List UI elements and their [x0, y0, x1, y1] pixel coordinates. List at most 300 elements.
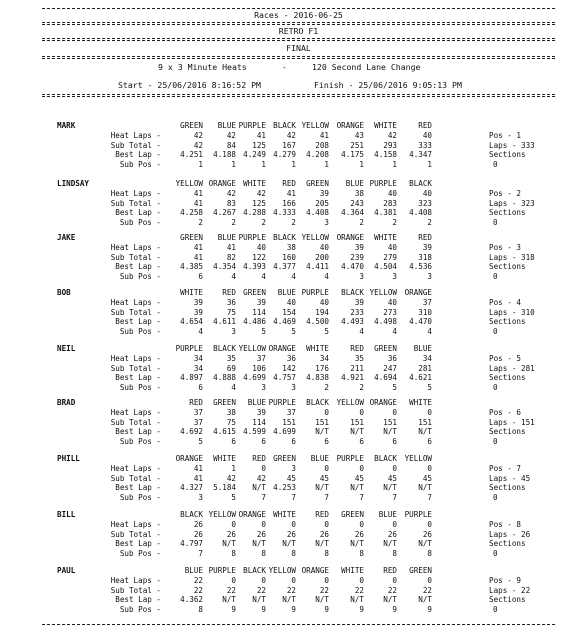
value-cell: 4.621 [409, 373, 432, 382]
value-cell: 41 [193, 198, 203, 208]
value-cell: 4.408 [409, 208, 432, 217]
lane-color-row [0, 288, 579, 298]
value-cell: 122 [252, 252, 266, 262]
value-cell: 45 [286, 473, 296, 483]
value-cell: 4.362 [180, 595, 203, 604]
value-cell: 4.158 [374, 150, 397, 159]
lane-color-cell: BLUE [217, 233, 236, 242]
value-cell: 4.498 [374, 317, 397, 326]
racer-block [0, 566, 579, 632]
value-cell: 26 [226, 529, 236, 539]
value-cell: 4.486 [243, 317, 266, 326]
value-cell: 114 [252, 307, 266, 317]
value-cell: N/T [383, 483, 397, 492]
racer-name: PAUL [57, 566, 76, 575]
row-label: Best Lap - [115, 150, 161, 159]
value-cell: N/T [383, 595, 397, 604]
start-time: Start - 25/06/2016 8:16:52 PM [118, 80, 261, 90]
lane-color-cell: BLUE [413, 344, 432, 353]
value-cell: 0 [261, 520, 266, 529]
divider [42, 38, 555, 39]
value-cell: 26 [193, 529, 203, 539]
value-cell: 8 [359, 548, 364, 558]
value-cell: 2 [198, 217, 203, 227]
racer-name: MARK [57, 121, 76, 130]
value-cell: 9 [324, 604, 329, 614]
value-cell: 4.408 [306, 208, 329, 217]
value-cell: 34 [319, 354, 329, 363]
lane-color-cell: RED [189, 398, 203, 407]
lane-color-cell: BLUE [378, 510, 397, 519]
value-cell: 42 [226, 473, 236, 483]
sections-value: 0 [493, 436, 498, 446]
value-cell: 2 [324, 382, 329, 392]
value-cell: 39 [256, 408, 266, 417]
lane-color-cell: PURPLE [369, 179, 397, 188]
row-label: Best Lap - [115, 262, 161, 271]
value-cell: 43 [354, 131, 364, 140]
row-label: Sub Total - [110, 198, 161, 208]
value-cell: N/T [315, 483, 329, 492]
lane-change-format: 120 Second Lane Change [312, 62, 421, 72]
sections-value: 0 [493, 271, 498, 281]
lane-color-cell: ORANGE [369, 398, 397, 407]
value-cell: 22 [193, 576, 203, 585]
value-cell: 151 [383, 417, 397, 427]
value-cell: 39 [422, 243, 432, 252]
value-cell: 0 [359, 520, 364, 529]
divider [42, 40, 555, 41]
lane-color-row [0, 179, 579, 189]
position-label: Pos - 9 [489, 576, 522, 585]
value-cell: 151 [418, 417, 432, 427]
value-cell: 2 [427, 217, 432, 227]
value-cell: 4.493 [341, 317, 364, 326]
value-cell: 37 [193, 417, 203, 427]
value-cell: 1 [359, 159, 364, 169]
lane-color-cell: ORANGE [238, 510, 266, 519]
value-cell: 39 [319, 189, 329, 198]
lane-color-cell: BLACK [180, 510, 203, 519]
value-cell: 4 [231, 271, 236, 281]
lane-color-cell: RED [315, 510, 329, 519]
value-cell: 3 [359, 271, 364, 281]
value-cell: 4.333 [273, 208, 296, 217]
value-cell: 0 [261, 576, 266, 585]
value-cell: 42 [193, 131, 203, 140]
lane-color-cell: YELLOW [369, 288, 397, 297]
value-cell: 4.327 [180, 483, 203, 492]
lane-color-cell: BLACK [273, 121, 296, 130]
value-cell: 26 [286, 529, 296, 539]
lane-color-row [0, 121, 579, 131]
value-cell: 41 [193, 252, 203, 262]
value-cell: 41 [193, 473, 203, 483]
value-cell: 4.364 [341, 208, 364, 217]
value-cell: 151 [350, 417, 364, 427]
value-cell: 39 [354, 243, 364, 252]
value-cell: 2 [291, 217, 296, 227]
lane-color-cell: GREEN [374, 344, 397, 353]
row-label: Best Lap - [115, 539, 161, 548]
sections-label: Sections [489, 483, 526, 492]
racer-name: BRAD [57, 398, 76, 407]
sections-value: 0 [493, 217, 498, 227]
value-cell: 8 [324, 548, 329, 558]
value-cell: 83 [226, 198, 236, 208]
lane-color-cell: ORANGE [301, 566, 329, 575]
value-cell: 0 [427, 464, 432, 473]
value-cell: 39 [193, 298, 203, 307]
row-label: Heat Laps - [110, 354, 161, 363]
value-cell: 2 [392, 217, 397, 227]
divider [42, 624, 555, 625]
lane-color-cell: WHITE [306, 344, 329, 353]
lane-color-cell: GREEN [341, 510, 364, 519]
value-cell: 5 [231, 492, 236, 502]
lane-color-cell: WHITE [213, 454, 236, 463]
lane-color-cell: WHITE [273, 510, 296, 519]
lane-color-cell: BLUE [247, 398, 266, 407]
value-cell: 35 [226, 354, 236, 363]
value-cell: 36 [286, 354, 296, 363]
value-cell: 1 [231, 159, 236, 169]
row-label: Sub Total - [110, 307, 161, 317]
lane-color-row [0, 566, 579, 576]
value-cell: 22 [387, 585, 397, 595]
divider [42, 22, 555, 23]
value-cell: 40 [422, 131, 432, 140]
value-cell: 1 [231, 464, 236, 473]
value-cell: 5 [261, 326, 266, 336]
lane-color-cell: WHITE [243, 179, 266, 188]
value-cell: 34 [422, 354, 432, 363]
sections-value: 0 [493, 548, 498, 558]
value-cell: 0 [392, 408, 397, 417]
sections-label: Sections [489, 262, 526, 271]
value-cell: 41 [256, 131, 266, 140]
lane-color-cell: GREEN [180, 233, 203, 242]
value-cell: 4.757 [273, 373, 296, 382]
total-laps-label: Laps - 323 [489, 198, 535, 208]
value-cell: 45 [387, 473, 397, 483]
value-cell: 40 [256, 243, 266, 252]
value-cell: 26 [422, 529, 432, 539]
lane-color-cell: BLUE [345, 179, 364, 188]
value-cell: 41 [286, 189, 296, 198]
value-cell: 40 [387, 243, 397, 252]
lane-color-cell: PURPLE [175, 344, 203, 353]
row-label: Best Lap - [115, 595, 161, 604]
value-cell: 40 [286, 298, 296, 307]
total-laps-label: Laps - 318 [489, 252, 535, 262]
value-cell: 211 [350, 363, 364, 373]
lane-color-cell: BLUE [217, 121, 236, 130]
lane-color-cell: WHITE [180, 288, 203, 297]
sections-label: Sections [489, 539, 526, 548]
lane-color-cell: GREEN [180, 121, 203, 130]
value-cell: 205 [315, 198, 329, 208]
sections-label: Sections [489, 595, 526, 604]
lane-color-cell: PURPLE [238, 233, 266, 242]
value-cell: N/T [418, 595, 432, 604]
lane-color-cell: WHITE [341, 566, 364, 575]
value-cell: 1 [392, 159, 397, 169]
value-cell: 40 [387, 189, 397, 198]
row-label: Heat Laps - [110, 464, 161, 473]
value-cell: 42 [387, 131, 397, 140]
value-cell: 4.692 [180, 427, 203, 436]
sections-value: 0 [493, 492, 498, 502]
value-cell: N/T [350, 427, 364, 436]
value-cell: 42 [226, 131, 236, 140]
value-cell: 0 [427, 520, 432, 529]
value-cell: 1 [291, 159, 296, 169]
value-cell: 9 [231, 604, 236, 614]
value-cell: 4.838 [306, 373, 329, 382]
lane-color-cell: YELLOW [175, 179, 203, 188]
value-cell: 22 [422, 585, 432, 595]
row-label: Sub Total - [110, 252, 161, 262]
row-label: Best Lap - [115, 483, 161, 492]
row-label: Sub Total - [110, 585, 161, 595]
value-cell: 239 [350, 252, 364, 262]
value-cell: 4.393 [243, 262, 266, 271]
report-title: Races - 2016-06-25 [254, 10, 343, 20]
value-cell: N/T [222, 595, 236, 604]
value-cell: 151 [282, 417, 296, 427]
value-cell: 22 [193, 585, 203, 595]
total-laps-label: Laps - 22 [489, 585, 531, 595]
value-cell: N/T [252, 483, 266, 492]
value-cell: 7 [261, 492, 266, 502]
divider [42, 96, 555, 97]
value-cell: 0 [324, 408, 329, 417]
value-cell: 6 [359, 436, 364, 446]
value-cell: 3 [231, 326, 236, 336]
value-cell: 75 [226, 417, 236, 427]
lane-color-cell: BLACK [409, 179, 432, 188]
racer-block [0, 121, 579, 187]
lane-color-cell: PURPLE [336, 454, 364, 463]
value-cell: 5 [324, 326, 329, 336]
value-cell: 0 [324, 520, 329, 529]
row-label: Sub Pos - [119, 492, 161, 502]
value-cell: 4.470 [409, 317, 432, 326]
value-cell: 142 [282, 363, 296, 373]
position-label: Pos - 8 [489, 520, 522, 529]
value-cell: 45 [422, 473, 432, 483]
value-cell: 41 [319, 131, 329, 140]
value-cell: 6 [231, 436, 236, 446]
row-label: Sub Pos - [119, 271, 161, 281]
value-cell: 6 [198, 382, 203, 392]
lane-color-cell: RED [222, 288, 236, 297]
value-cell: 4.208 [306, 150, 329, 159]
value-cell: 37 [256, 354, 266, 363]
lane-color-cell: GREEN [409, 566, 432, 575]
value-cell: 318 [418, 252, 432, 262]
value-cell: 4.258 [180, 208, 203, 217]
value-cell: 41 [193, 464, 203, 473]
divider [42, 56, 555, 57]
racer-name: BILL [57, 510, 76, 519]
value-cell: N/T [418, 483, 432, 492]
sections-label: Sections [489, 373, 526, 382]
value-cell: 0 [261, 464, 266, 473]
value-cell: 4 [324, 271, 329, 281]
lane-color-cell: BLACK [273, 233, 296, 242]
value-cell: 167 [282, 140, 296, 150]
value-cell: 323 [418, 198, 432, 208]
value-cell: 40 [387, 298, 397, 307]
lane-color-cell: WHITE [374, 121, 397, 130]
value-cell: 26 [319, 529, 329, 539]
lane-color-cell: ORANGE [208, 179, 236, 188]
total-laps-label: Laps - 333 [489, 140, 535, 150]
row-label: Sub Pos - [119, 159, 161, 169]
value-cell: 293 [383, 140, 397, 150]
position-label: Pos - 1 [489, 131, 522, 140]
value-cell: N/T [418, 427, 432, 436]
row-label: Sub Pos - [119, 326, 161, 336]
lane-color-cell: BLACK [306, 398, 329, 407]
value-cell: 0 [392, 520, 397, 529]
lane-color-cell: RED [252, 454, 266, 463]
value-cell: N/T [418, 539, 432, 548]
value-cell: 279 [383, 252, 397, 262]
value-cell: N/T [383, 427, 397, 436]
value-cell: 283 [383, 198, 397, 208]
value-cell: 84 [226, 140, 236, 150]
row-label: Heat Laps - [110, 243, 161, 252]
value-cell: 3 [324, 217, 329, 227]
position-label: Pos - 2 [489, 189, 522, 198]
lane-color-cell: BLUE [277, 288, 296, 297]
value-cell: 247 [383, 363, 397, 373]
value-cell: 9 [291, 604, 296, 614]
value-cell: 4 [198, 326, 203, 336]
value-cell: 106 [252, 363, 266, 373]
value-cell: 4.347 [409, 150, 432, 159]
sections-value: 0 [493, 604, 498, 614]
lane-color-row [0, 454, 579, 464]
lane-color-cell: GREEN [306, 179, 329, 188]
racer-name: PHILL [57, 454, 80, 463]
value-cell: 34 [193, 354, 203, 363]
lane-color-cell: YELLOW [268, 566, 296, 575]
value-cell: 4 [231, 382, 236, 392]
value-cell: 6 [427, 436, 432, 446]
value-cell: 4.251 [180, 150, 203, 159]
value-cell: N/T [222, 539, 236, 548]
sections-label: Sections [489, 427, 526, 436]
row-label: Best Lap - [115, 427, 161, 436]
row-label: Heat Laps - [110, 131, 161, 140]
value-cell: 4.921 [341, 373, 364, 382]
divider [42, 24, 555, 25]
value-cell: 37 [286, 408, 296, 417]
value-cell: 3 [291, 382, 296, 392]
value-cell: N/T [315, 595, 329, 604]
lane-color-cell: YELLOW [238, 344, 266, 353]
value-cell: 194 [315, 307, 329, 317]
value-cell: 39 [193, 307, 203, 317]
value-cell: 4.469 [273, 317, 296, 326]
value-cell: 8 [261, 548, 266, 558]
value-cell: 3 [198, 492, 203, 502]
value-cell: 0 [359, 576, 364, 585]
row-label: Heat Laps - [110, 520, 161, 529]
value-cell: 6 [392, 436, 397, 446]
value-cell: 8 [198, 604, 203, 614]
lane-color-cell: PURPLE [404, 510, 432, 519]
sections-value: 0 [493, 159, 498, 169]
value-cell: 41 [226, 243, 236, 252]
value-cell: 4.654 [180, 317, 203, 326]
row-label: Sub Total - [110, 363, 161, 373]
lane-color-cell: PURPLE [268, 398, 296, 407]
value-cell: 22 [226, 585, 236, 595]
value-cell: 6 [324, 436, 329, 446]
value-cell: 4.699 [243, 373, 266, 382]
total-laps-label: Laps - 281 [489, 363, 535, 373]
value-cell: 40 [319, 243, 329, 252]
value-cell: 45 [319, 473, 329, 483]
value-cell: 0 [291, 520, 296, 529]
value-cell: 82 [226, 252, 236, 262]
value-cell: 4.253 [273, 483, 296, 492]
value-cell: 125 [252, 198, 266, 208]
value-cell: 39 [256, 298, 266, 307]
value-cell: 200 [315, 252, 329, 262]
value-cell: 1 [324, 159, 329, 169]
row-label: Sub Pos - [119, 436, 161, 446]
value-cell: 5 [392, 382, 397, 392]
value-cell: 160 [282, 252, 296, 262]
value-cell: 4.536 [409, 262, 432, 271]
value-cell: 6 [291, 436, 296, 446]
value-cell: 38 [354, 189, 364, 198]
lane-color-cell: YELLOW [336, 398, 364, 407]
value-cell: 22 [286, 585, 296, 595]
sections-label: Sections [489, 317, 526, 326]
value-cell: 4.797 [180, 539, 203, 548]
lane-color-cell: YELLOW [208, 510, 236, 519]
value-cell: 9 [427, 604, 432, 614]
total-laps-label: Laps - 151 [489, 417, 535, 427]
row-label: Sub Pos - [119, 604, 161, 614]
value-cell: 22 [319, 585, 329, 595]
value-cell: 0 [359, 464, 364, 473]
value-cell: 69 [226, 363, 236, 373]
value-cell: 38 [286, 243, 296, 252]
lane-color-row [0, 398, 579, 408]
position-label: Pos - 6 [489, 408, 522, 417]
value-cell: 40 [319, 298, 329, 307]
value-cell: 4.288 [243, 208, 266, 217]
value-cell: 0 [392, 464, 397, 473]
value-cell: 5 [291, 326, 296, 336]
value-cell: 4.599 [243, 427, 266, 436]
value-cell: 4.267 [213, 208, 236, 217]
value-cell: 8 [291, 548, 296, 558]
value-cell: 125 [252, 140, 266, 150]
value-cell: 42 [193, 140, 203, 150]
total-laps-label: Laps - 45 [489, 473, 531, 483]
row-label: Sub Total - [110, 529, 161, 539]
value-cell: 22 [354, 585, 364, 595]
